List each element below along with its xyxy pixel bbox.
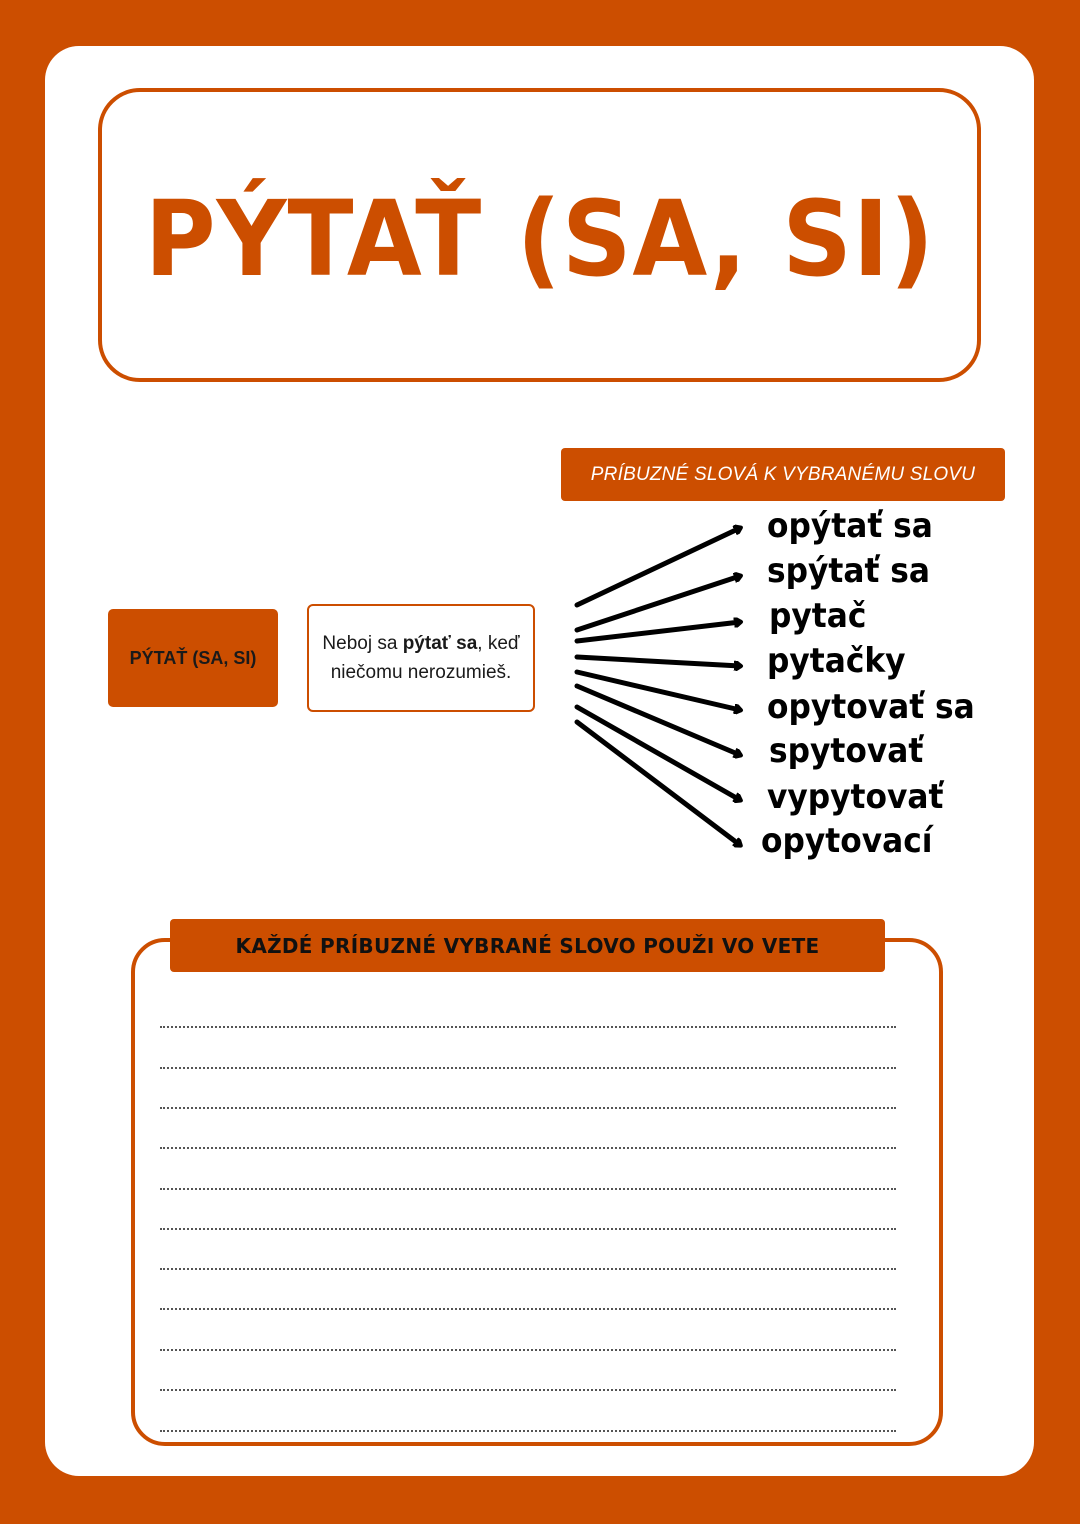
example-text-bold: pýtať sa [402, 633, 478, 654]
writing-line [160, 1268, 896, 1270]
related-word: opýtať sa [767, 506, 933, 546]
related-word: pytač [769, 596, 867, 636]
writing-line [160, 1026, 896, 1028]
related-word: opytovací [761, 821, 933, 861]
related-word: pytačky [767, 641, 906, 681]
writing-line [160, 1308, 896, 1310]
page-title: PÝTAŤ (SA, SI) [144, 178, 935, 300]
related-words-header: PRÍBUZNÉ SLOVÁ K VYBRANÉMU SLOVU [561, 448, 1005, 501]
related-word: opytovať sa [767, 687, 975, 727]
example-text-before: Neboj sa [322, 633, 403, 654]
example-sentence [309, 629, 533, 687]
exercise-header: KAŽDÉ PRÍBUZNÉ VYBRANÉ SLOVO POUŽI VO VETE [170, 919, 885, 972]
example-text-after: , keď niečomu nerozumieš. [330, 633, 520, 683]
exercise-frame [131, 938, 943, 1446]
related-word: spytovať [769, 731, 924, 771]
writing-line [160, 1147, 896, 1149]
writing-line [160, 1188, 896, 1190]
writing-line [160, 1430, 896, 1432]
writing-line [160, 1349, 896, 1351]
title-frame [98, 88, 981, 382]
writing-line [160, 1228, 896, 1230]
selected-word-box: PÝTAŤ (SA, SI) [108, 609, 278, 707]
example-sentence-box [307, 604, 535, 712]
related-word: vypytovať [767, 777, 944, 817]
writing-line [160, 1107, 896, 1109]
related-word: spýtať sa [767, 551, 931, 591]
writing-line [160, 1067, 896, 1069]
writing-line [160, 1389, 896, 1391]
